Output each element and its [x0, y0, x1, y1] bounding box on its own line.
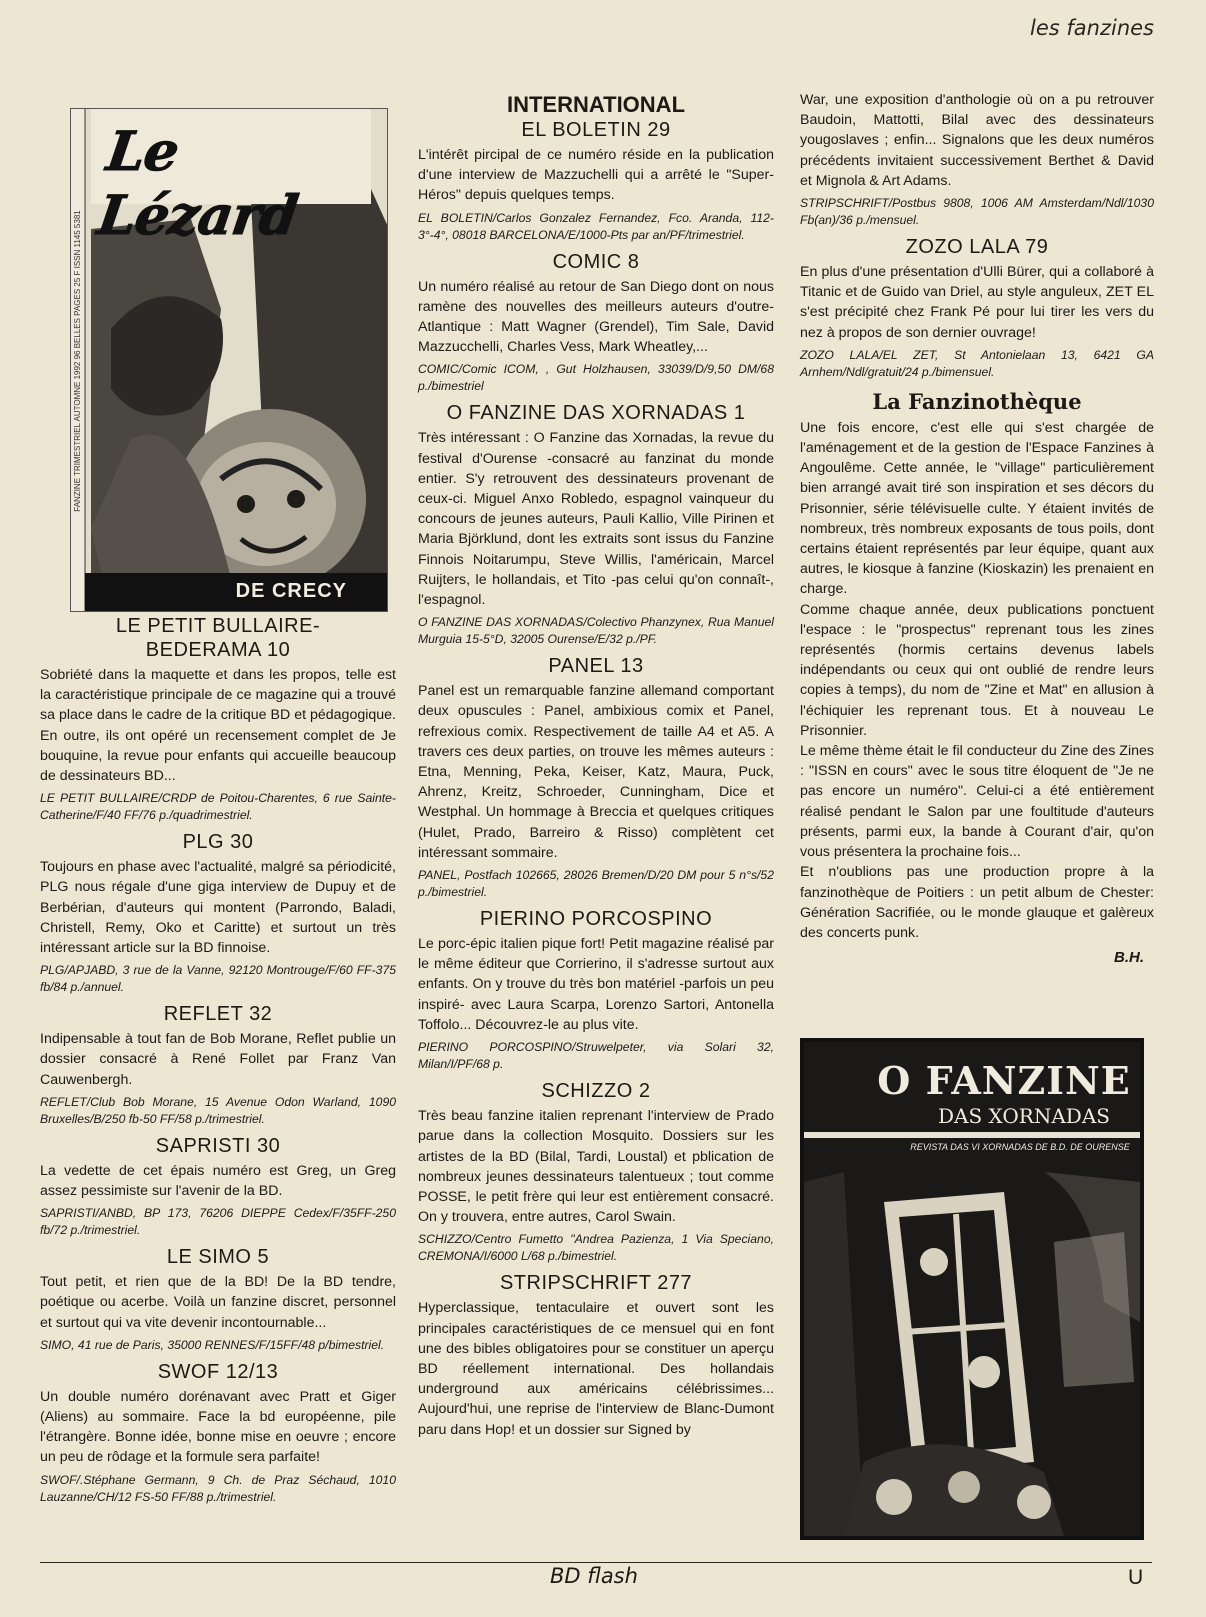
article-le-simo-5	[40, 1245, 396, 1354]
article-comic-8	[418, 250, 774, 396]
entry-address: SAPRISTI/ANBD, BP 173, 76206 DIEPPE Cedex/F/35FF-250 fb/72 p./trimestriel.	[40, 1206, 396, 1238]
le-lezard-spine-text: FANZINE TRIMESTRIEL AUTOMNE 1992 96 BELLES PAGES 25 F ISSN 1145 5381	[73, 210, 82, 512]
article-stripschrift-277	[418, 1271, 774, 1439]
fanzinotheque-paragraph-4: Et n'oublions pas une production propre à la fanzinothèque de Poitiers : un petit album de Chester: Génération Sacrifiée, ou le monde glauque et galèreux des concerts punk.	[800, 864, 1154, 941]
entry-body: Très intéressant : O Fanzine das Xornadas, la revue du festival d'Ourense -consacré au fanzinat du monde entier. S'y retrouvent des dessinateurs provenant de ceux-ci. Miguel Anxo Robledo, espagnol vainqueur du concours de jeunes auteurs, Pauli Kallio, Ville Pirinen et Maria Björklund, dont les extraits sont issus du Fanzine Finnois Noitarumpu, Steve Willis, l'américain, Marcel Ruijters, le hollandais, et Tito -pas celui qu'on connaît-, l'espagnol.	[418, 430, 774, 609]
entry-address: SWOF/.Stéphane Germann, 9 Ch. de Praz Séchaud, 1010 Lauzanne/CH/12 FS-50 FF/88 p./trimestriel.	[40, 1472, 396, 1504]
entry-address: EL BOLETIN/Carlos Gonzalez Fernandez, Fco. Aranda, 112-3°-4°, 08018 BARCELONA/E/1000-Pts par an/PF/trimestriel.	[418, 210, 774, 242]
entry-body: Très beau fanzine italien reprenant l'interview de Prado parue dans la collection Mosquito. Dossiers sur les artistes de la BD (Bilal, Tardi, Loustal) et pblication de nombreux jeunes dessinateurs talentueux ; tout comme POSSE, le petit frère qui leur est entièrement consacré. On y trouvera, entre autres, Carol Swain.	[418, 1108, 774, 1226]
entry-body: Tout petit, et rien que de la BD! De la BD tendre, poétique ou acerbe. Voilà un fanzine discret, personnel et surtout qui va vite devenir incontournable...	[40, 1274, 396, 1331]
entry-address: COMIC/Comic ICOM, , Gut Holzhausen, 33039/D/9,50 DM/68 p./bimestriel	[418, 362, 774, 394]
article-o-fanzine-das-xornadas	[418, 401, 774, 648]
entry-title: PANEL 13	[548, 655, 644, 678]
xornadas-cover-image	[800, 1038, 1144, 1540]
entry-body: La vedette de cet épais numéro est Greg, un Greg assez pessimiste sur l'avenir de la BD.	[40, 1162, 396, 1200]
article-reflet-32	[40, 1002, 396, 1128]
entry-body: Le porc-épic italien pique fort! Petit magazine réalisé par le même éditeur que Corrierino, il s'adresse surtout aux enfants. On y trouve du très bon matériel -parfois un peu inspiré- avec Laura Scarpa, Lorenzo Sartori, Antonella Toffolo... Découvrez-le au plus vite.	[418, 936, 774, 1033]
article-el-boletin-29	[418, 118, 774, 244]
entry-title: LE SIMO 5	[166, 1246, 270, 1269]
article-swof-12-13	[40, 1360, 396, 1506]
entry-body: En plus d'une présentation d'Ulli Bürer, qui a collaboré à Titanic et de Guido van Driel, au style anguleux, ZET EL s'est précipité chez Frank Pé pour lui tirer les vers du nez à propos de son dernier ouvrage!	[800, 264, 1154, 341]
entry-body: Panel est un remarquable fanzine allemand comportant deux opuscules : Panel, ambixious comix et Panel, refrexious comix. Respectivement de taille A4 et A5. A travers ces deux parties, on trouve les mêmes auteurs : Etna, Menning, Peka, Keiser, Katz, Maura, Puck, Ahrenz, Kreitz, Schroeder, Cunningham, Dice et Westphal. Un hommage à Breccia et quelques critiques (Hulet, Prado, Barreiro & Risso) complètent cet intéressant sommaire.	[418, 683, 774, 861]
entry-body: Sobriété dans la maquette et dans les propos, telle est la caractéristique principale de ce magazine qui a trouvé sa place dans le cadre de la critique BD et pédagogique. En outre, ils ont opéré un recensement complet de Je bouquine, la revue pour enfants qui accueille beaucoup de dessinateurs BD...	[40, 667, 396, 785]
article-schizzo-2	[418, 1079, 774, 1265]
entry-address: PIERINO PORCOSPINO/Struwelpeter, via Solari 32, Milan/I/PF/68 p.	[418, 1040, 774, 1072]
entry-title: LE PETIT BULLAIRE-	[115, 615, 321, 637]
column-3	[800, 90, 1154, 966]
column-2	[418, 92, 774, 1440]
entry-title: STRIPSCHRIFT 277	[499, 1272, 693, 1295]
entry-address: SCHIZZO/Centro Fumetto "Andrea Pazienza, 1 Via Speciano, CREMONA/I/6000 L/68 p./bimestriel.	[418, 1232, 774, 1264]
article-pierino-porcospino	[418, 907, 774, 1073]
entry-address: PANEL, Postfach 102665, 28026 Bremen/D/20 DM pour 5 n°s/52 p./bimestriel.	[418, 868, 774, 900]
entry-address: REFLET/Club Bob Morane, 15 Avenue Odon Warland, 1090 Bruxelles/B/250 fb-50 FF/58 p./trimestriel.	[40, 1094, 396, 1126]
entry-body: Un double numéro dorénavant avec Pratt et Giger (Aliens) au sommaire. Face la bd européenne, pile l'étrangère. Bonne idée, bonne mise en oeuvre ; encore un peu de rôdage et la formule sera parfaite!	[40, 1388, 396, 1466]
article-fanzinotheque	[800, 389, 1154, 966]
fanzinotheque-heading: La Fanzinothèque	[872, 388, 1082, 414]
article-le-petit-bullaire	[40, 614, 396, 824]
xornadas-title-line1: O FANZINE	[877, 1058, 1131, 1103]
entry-address: ZOZO LALA/EL ZET, St Antonielaan 13, 6421 GA Arnhem/Ndl/gratuit/24 p./bimensuel.	[800, 347, 1154, 379]
stripschrift-address: STRIPSCHRIFT/Postbus 9808, 1006 AM Amsterdam/Ndl/1030 Fb(an)/36 p./mensuel.	[800, 196, 1154, 228]
entry-title: O FANZINE DAS XORNADAS 1	[446, 402, 746, 425]
international-heading: INTERNATIONAL	[506, 92, 686, 117]
le-lezard-bottom-text: DE CRECY	[235, 580, 347, 602]
entry-title: COMIC 8	[552, 250, 640, 273]
entry-title: SWOF 12/13	[157, 1360, 279, 1383]
fanzinotheque-paragraph-3: Le même thème était le fil conducteur du Zine des Zines : "ISSN en cours" avec le sous titre éloquent de "Je ne pas encore un numéro". Celui-ci a été entièrement réalisé pendant le Salon par une foultitude d'auteurs présents, parmi eux, la bande à Courant d'air, qu'on vous présentera la prochaine fois...	[800, 743, 1154, 861]
fanzinotheque-paragraph-1: Une fois encore, c'est elle qui s'est chargée de l'aménagement et de la gestion de l'Espace Fanzines à Angoulême. Cette année, le "village" particulièrement bien arrangé avait tiré son inspiration et ses décors du Prisonnier, série télévisuelle culte. Y étaient invités de nombreux, très nombreux exposants de tous poils, dont certains étaient représentés par leur équipe, quant aux autres, le kiosque à fanzine (Kioskazin) les prenaient en charge.	[800, 419, 1154, 598]
entry-title: SAPRISTI 30	[155, 1134, 281, 1157]
article-sapristi-30	[40, 1134, 396, 1239]
footer-divider	[40, 1562, 1152, 1563]
section-label: les fanzines	[1030, 16, 1154, 40]
entry-title: EL BOLETIN 29	[521, 119, 671, 141]
xornadas-title-line2: DAS XORNADAS	[937, 1104, 1110, 1128]
xornadas-subtitle: REVISTA DAS VI XORNADAS DE B.D. DE OURENSE	[910, 1142, 1130, 1152]
entry-body: Indipensable à tout fan de Bob Morane, Reflet publie un dossier consacré à René Follet par Franz Van Cauwenbergh.	[40, 1031, 396, 1088]
entry-address: PLG/APJABD, 3 rue de la Vanne, 92120 Montrouge/F/60 FF-375 fb/84 p./annuel.	[40, 963, 396, 995]
entry-title: PIERINO PORCOSPINO	[479, 908, 713, 931]
entry-title: SCHIZZO 2	[541, 1080, 651, 1103]
page-number: U	[1128, 1566, 1144, 1589]
entry-address: LE PETIT BULLAIRE/CRDP de Poitou-Charentes, 6 rue Sainte-Catherine/F/40 FF/76 p./quadrimestriel.	[40, 791, 396, 823]
entry-body: Un numéro réalisé au retour de San Diego dont on nous ramène des nouvelles des meilleurs auteurs d'outre-Atlantique : Matt Wagner (Grendel), Tim Sale, David Mazzucchelli, Charles Vess, Mark Wheatley,...	[418, 278, 774, 356]
entry-title: ZOZO LALA 79	[905, 236, 1049, 259]
article-panel-13	[418, 654, 774, 901]
column-1	[40, 614, 396, 1506]
le-lezard-masthead: Le Lézard	[94, 119, 302, 247]
entry-address: O FANZINE DAS XORNADAS/Colectivo Phanzynex, Rua Manuel Murguia 15-5°D, 32005 Ourense/E/32 p./PF.	[418, 615, 774, 647]
entry-title: PLG 30	[182, 831, 254, 854]
entry-body: Toujours en phase avec l'actualité, malgré sa périodicité, PLG nous régale d'une giga interview de Dupuy et de Berbérian, d'auteurs qui montent (Parrondo, Baladi, Christell, Remy, Oko et Caritte) et surtout un très intéressant article sur la BD finnoise.	[40, 859, 396, 957]
entry-body: L'intérêt pircipal de ce numéro réside en la publication d'une interview de Mazzuchelli qui a arrêté le "Super-Héros" depuis quelques temps.	[418, 147, 774, 204]
fanzinotheque-paragraph-2: Comme chaque année, deux publications ponctuent l'espace : le "prospectus" reprenant tous les zines représentés (hormis certains devenus labels indépendants ou ceux qui ont oublié de rendre leurs copies à temps), du nom de "Zine et Mat" en allusion à l'échiquier les reprenant tous. Et à nouveau Le Prisonnier.	[800, 601, 1154, 739]
entry-title-line2: BEDERAMA 10	[145, 639, 291, 661]
entry-title: REFLET 32	[163, 1003, 273, 1026]
author-signature: B.H.	[1114, 949, 1144, 967]
article-zozo-lala-79	[800, 235, 1154, 381]
magazine-name: BD flash	[550, 1564, 638, 1588]
article-plg-30	[40, 830, 396, 996]
entry-body: Hyperclassique, tentaculaire et ouvert sont les principales caractéristiques de ce mensuel qui en font une des bibles obligatoires pour se constituer un aperçu BD réellement international. Des hollandais underground aux américains célébrissimes... Aujourd'hui, une reprise de l'interview de Blanc-Dumont paru dans Hop! et un dossier sur Signed by	[418, 1300, 774, 1438]
entry-address: SIMO, 41 rue de Paris, 35000 RENNES/F/15FF/48 p/bimestriel.	[40, 1337, 385, 1352]
le-lezard-cover-image	[70, 108, 388, 612]
stripschrift-continuation: War, une exposition d'anthologie où on a pu retrouver Baudoin, Mattotti, Bilal avec des dessinateurs yougoslaves ; enfin... Signalons que les deux numéros précédents invitaient successivement Berthet & David et Mignola & Art Adams.	[800, 92, 1154, 189]
